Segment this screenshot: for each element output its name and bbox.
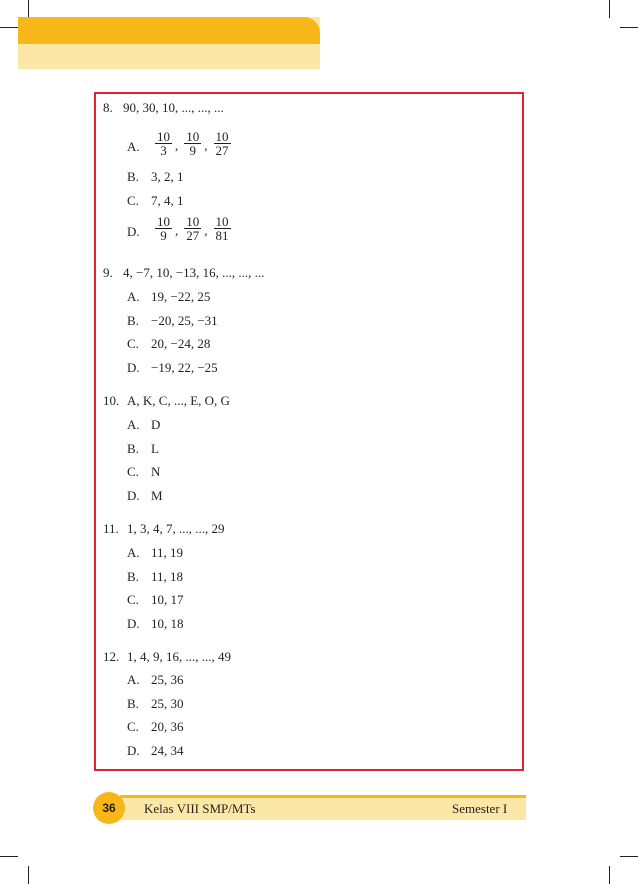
crop-mark <box>620 856 638 857</box>
fraction: $\frac{10}{27}$ <box>186 214 200 243</box>
option-text: 24, 34 <box>151 743 184 758</box>
option-letter: B. <box>127 441 139 456</box>
option-letter: D. <box>127 488 140 503</box>
fraction-list: $\frac{10}{3}$ , $\frac{10}{9}$ , $\frac{10}{27}$ <box>157 129 229 158</box>
option-letter: C. <box>127 719 139 734</box>
option-text: N <box>151 464 161 479</box>
option-letter: D. <box>127 224 140 239</box>
option-letter: B. <box>127 169 139 184</box>
question-number: 9. <box>103 265 113 280</box>
option-letter: A. <box>127 545 140 560</box>
footer-semester-label: Semester I <box>452 801 508 816</box>
fraction: $\frac{10}{9}$ <box>186 129 200 158</box>
option-text: −20, 25, −31 <box>151 313 218 328</box>
fraction: $\frac{10}{3}$ <box>157 129 170 158</box>
option-text: 20, −24, 28 <box>151 336 211 351</box>
option-letter: A. <box>127 672 140 687</box>
option-text: 19, −22, 25 <box>151 289 211 304</box>
option-letter: D. <box>127 743 140 758</box>
option-text: 25, 36 <box>151 672 184 687</box>
question-number: 12. <box>103 649 120 664</box>
option-letter: D. <box>127 616 140 631</box>
option-text: M <box>151 488 163 503</box>
page-number-badge: 36 <box>93 792 125 824</box>
question-stem: 1, 4, 9, 16, ..., ..., 49 <box>127 649 231 664</box>
option-letter: A. <box>127 139 140 154</box>
option-letter: B. <box>127 313 139 328</box>
option-letter: D. <box>127 360 140 375</box>
option-letter: C. <box>127 336 139 351</box>
option-text: −19, 22, −25 <box>151 360 218 375</box>
option-text: L <box>151 441 159 456</box>
question-stem: 90, 30, 10, ..., ..., ... <box>123 100 224 115</box>
header-bar <box>18 17 320 44</box>
option-letter: B. <box>127 569 139 584</box>
question-stem: 1, 3, 4, 7, ..., ..., 29 <box>127 521 225 536</box>
option-text: 10, 17 <box>151 592 184 607</box>
option-text: 20, 36 <box>151 719 184 734</box>
option-text: 25, 30 <box>151 696 184 711</box>
option-letter: C. <box>127 193 139 208</box>
question-stem: A, K, C, ..., E, O, G <box>127 393 230 408</box>
crop-mark <box>620 27 638 28</box>
option-letter: A. <box>127 417 140 432</box>
question-number: 11. <box>103 521 119 536</box>
crop-mark <box>609 866 610 884</box>
question-number: 10. <box>103 393 120 408</box>
crop-mark <box>0 27 18 28</box>
option-text: 11, 18 <box>151 569 184 584</box>
fraction-list: $\frac{10}{9}$ , $\frac{10}{27}$ , $\frac{10}{81}$ <box>157 214 229 243</box>
option-letter: A. <box>127 289 140 304</box>
option-letter: C. <box>127 464 139 479</box>
option-text: 7, 4, 1 <box>151 193 184 208</box>
option-text: 11, 19 <box>151 545 184 560</box>
fraction: $\frac{10}{9}$ <box>157 214 170 243</box>
option-letter: B. <box>127 696 139 711</box>
crop-mark <box>0 856 18 857</box>
fraction: $\frac{10}{27}$ <box>215 129 229 158</box>
crop-mark <box>28 866 29 884</box>
option-text: D <box>151 417 161 432</box>
crop-mark <box>609 0 610 18</box>
option-text: 10, 18 <box>151 616 184 631</box>
question-stem: 4, −7, 10, −13, 16, ..., ..., ... <box>123 265 265 280</box>
crop-mark <box>28 0 29 18</box>
fraction: $\frac{10}{81}$ <box>215 214 229 243</box>
option-letter: C. <box>127 592 139 607</box>
option-text: 3, 2, 1 <box>151 169 184 184</box>
question-number: 8. <box>103 100 113 115</box>
footer-class-label: Kelas VIII SMP/MTs <box>144 801 256 816</box>
